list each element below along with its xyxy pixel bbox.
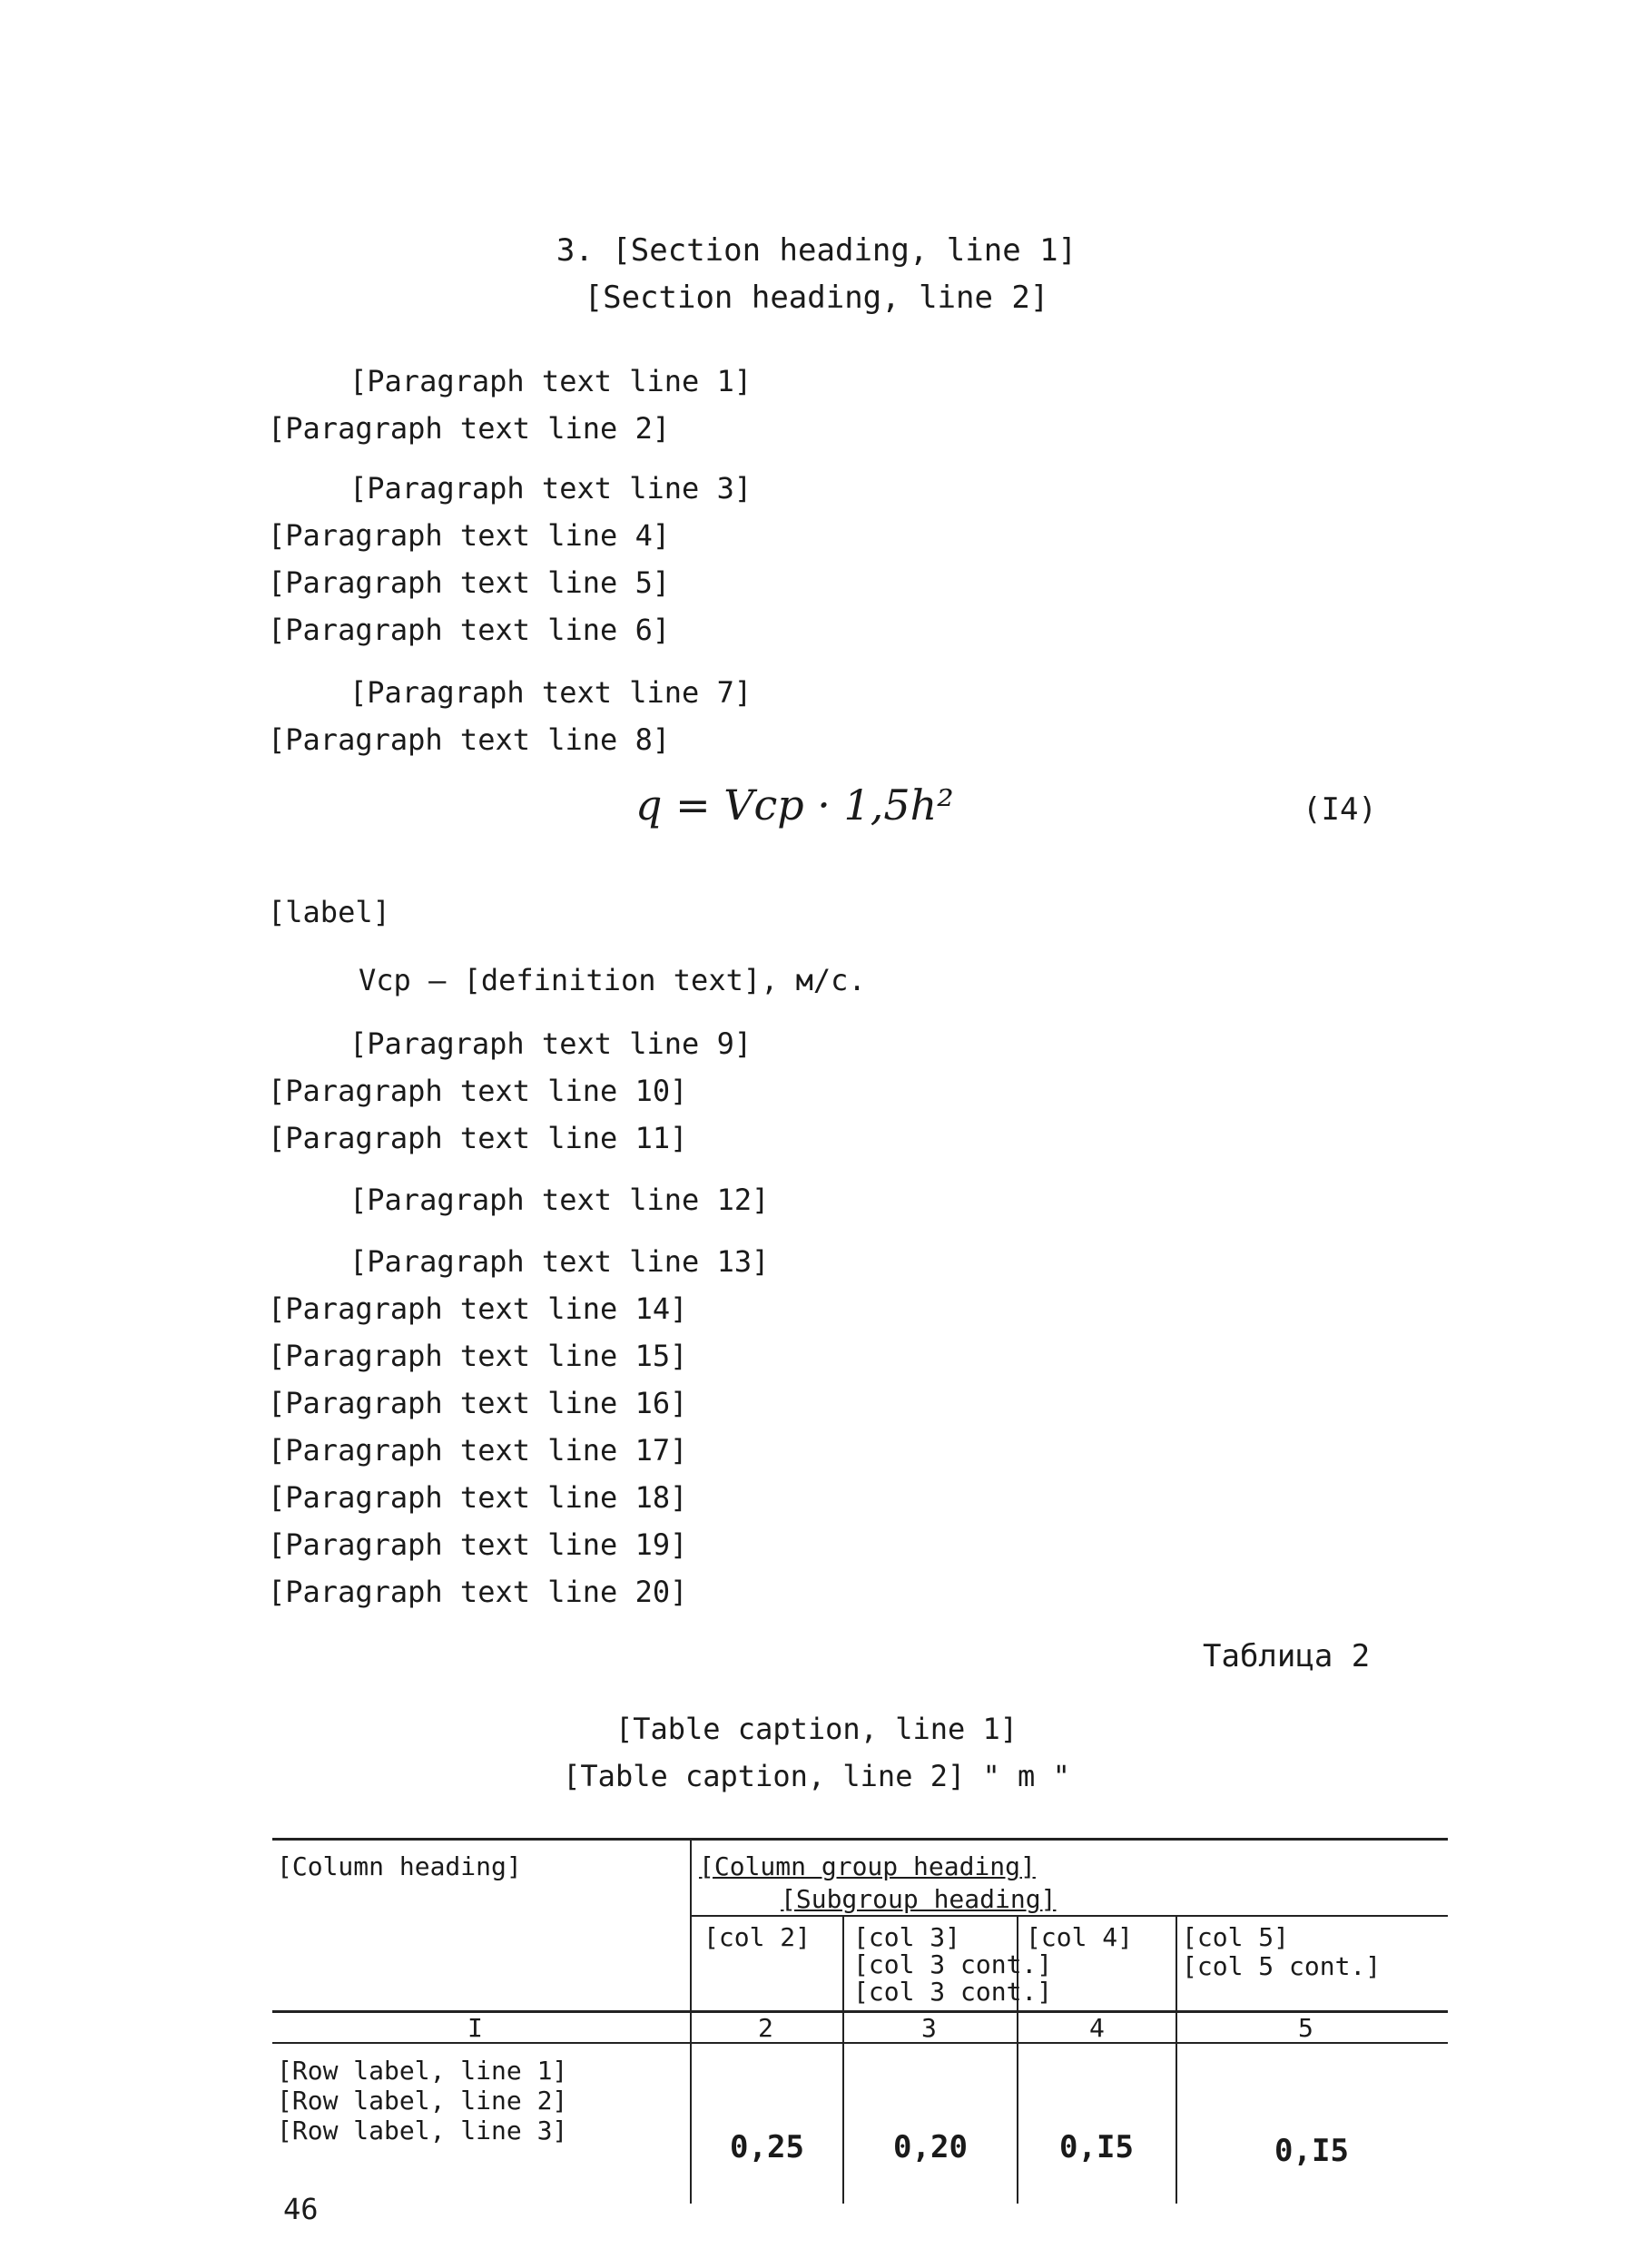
- variable-definition: Vcp – [definition text], м/с.: [359, 963, 866, 997]
- paragraph-line: [Paragraph text line 2]: [268, 411, 671, 446]
- paragraph-line: [Paragraph text line 13]: [349, 1244, 770, 1279]
- table-header-sands: [Subgroup heading]: [781, 1884, 1057, 1914]
- table-caption-line-2: [Table caption, line 2] " m ": [563, 1759, 1070, 1793]
- paragraph-line: [Paragraph text line 6]: [268, 613, 671, 647]
- table-vline: [690, 1841, 692, 2204]
- table-header-medium-coarse: [col 3 cont.]: [853, 1949, 1053, 1979]
- formula-number: (I4): [1303, 791, 1377, 828]
- table-colnum-rule: [272, 2042, 1448, 2044]
- table-header-gravel-rock: [col 5 cont.]: [1182, 1951, 1382, 1981]
- paragraph-line: [Paragraph text line 8]: [268, 722, 671, 757]
- table-header-rule: [690, 1915, 1448, 1917]
- column-number: 2: [758, 2013, 773, 2043]
- column-number: 3: [921, 2013, 937, 2043]
- table-header-gravel-rock: [col 5]: [1182, 1922, 1290, 1952]
- paragraph-line: [Paragraph text line 16]: [268, 1386, 688, 1420]
- row-condition: [Row label, line 1]: [277, 2056, 568, 2086]
- page-number: 46: [283, 2192, 319, 2226]
- table-vline: [1176, 1915, 1177, 2204]
- row-condition: [Row label, line 2]: [277, 2086, 568, 2116]
- table-header-bottom-rule: [272, 2010, 1448, 2013]
- table-label: Таблица 2: [1203, 1638, 1371, 1674]
- table-header-medium-coarse: [col 3]: [853, 1922, 961, 1952]
- paragraph-line: [Paragraph text line 10]: [268, 1074, 688, 1108]
- coefficient-value: 0,I5: [1274, 2133, 1349, 2169]
- column-number: I: [467, 2013, 483, 2043]
- paragraph-line: [Paragraph text line 5]: [268, 565, 671, 600]
- column-number: 4: [1089, 2013, 1105, 2043]
- paragraph-line: [Paragraph text line 20]: [268, 1575, 688, 1609]
- table-header-medium-coarse: [col 3 cont.]: [853, 1977, 1053, 2007]
- table-header-cohesive: [col 4]: [1026, 1922, 1134, 1952]
- paragraph-line: [Paragraph text line 9]: [349, 1026, 753, 1061]
- table-caption-line-1: [Table caption, line 1]: [615, 1712, 1018, 1746]
- section-heading-line-2: [Section heading, line 2]: [584, 280, 1049, 316]
- table-header-soil-characteristics: [Column group heading]: [699, 1851, 1036, 1881]
- coefficient-value: 0,20: [893, 2129, 968, 2165]
- table-top-rule: [272, 1838, 1448, 1841]
- formula-expression: q = Vcp · 1,5h²: [635, 781, 954, 830]
- table-header-conditions: [Column heading]: [277, 1851, 522, 1881]
- coefficient-value: 0,25: [730, 2129, 804, 2165]
- paragraph-line: [Paragraph text line 4]: [268, 518, 671, 553]
- paragraph-line: [Paragraph text line 19]: [268, 1527, 688, 1562]
- paragraph-line: [Paragraph text line 14]: [268, 1291, 688, 1326]
- paragraph-line: [Paragraph text line 11]: [268, 1121, 688, 1155]
- table-header-fine: [col 2]: [703, 1922, 812, 1952]
- paragraph-line: [Paragraph text line 3]: [349, 471, 753, 506]
- paragraph-line: [Paragraph text line 1]: [349, 364, 753, 398]
- paragraph-line: [Paragraph text line 18]: [268, 1480, 688, 1515]
- row-condition: [Row label, line 3]: [277, 2116, 568, 2145]
- paragraph-line: [Paragraph text line 15]: [268, 1339, 688, 1373]
- paragraph-line: [Paragraph text line 17]: [268, 1433, 688, 1468]
- table-vline: [842, 1915, 844, 2204]
- section-heading-line-1: 3. [Section heading, line 1]: [556, 232, 1077, 269]
- paragraph-line: [Paragraph text line 12]: [349, 1183, 770, 1217]
- paragraph-line: [Paragraph text line 7]: [349, 675, 753, 710]
- coefficient-value: 0,I5: [1059, 2129, 1134, 2165]
- column-number: 5: [1298, 2013, 1313, 2043]
- where-label: [label]: [268, 895, 390, 929]
